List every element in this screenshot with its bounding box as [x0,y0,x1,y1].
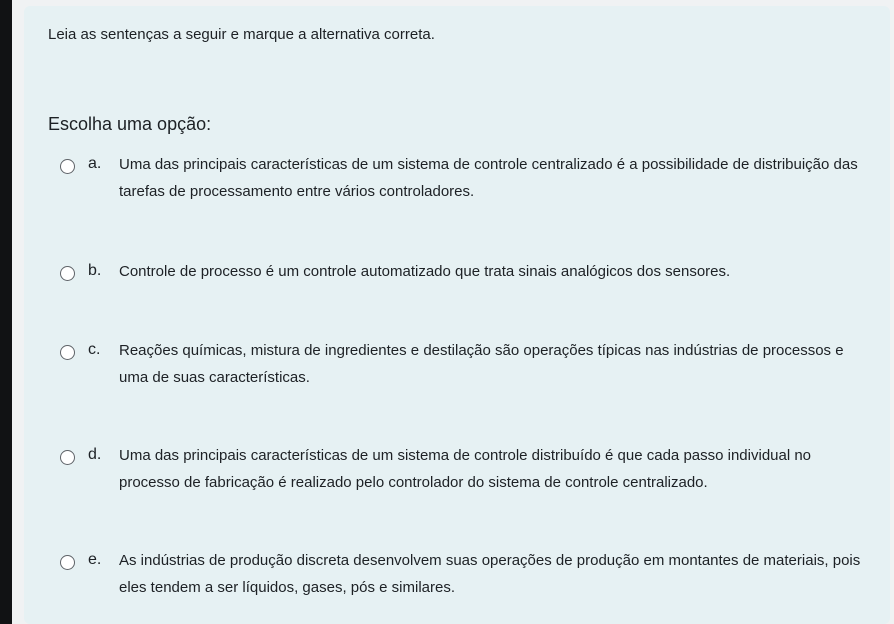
option-letter-c: c. [88,341,101,358]
option-letter-e: e. [88,551,102,568]
radio-button-b[interactable] [60,266,75,281]
option-text-c: Reações químicas, mistura de ingredientes e destilação são operações típicas nas indústrias de processos e uma de suas características. [119,342,844,386]
option-letter-a: a. [88,155,102,172]
choose-option-label: Escolha uma opção: [48,114,212,134]
question-prompt: Leia as sentenças a seguir e marque a alternativa correta. [48,26,435,43]
option-text-b: Controle de processo é um controle automatizado que trata sinais analógicos dos sensores. [119,263,731,280]
option-text-d: Uma das principais características de um sistema de controle distribuído é que cada passo individual no processo de fabricação é realizado pelo controlador do sistema de controle centralizado. [119,447,812,491]
radio-button-a[interactable] [60,159,75,174]
option-text-a: Uma das principais características de um sistema de controle centralizado é a possibilidade de distribuição das tarefas de processamento entre vários controladores. [119,156,858,200]
radio-button-d[interactable] [60,450,75,465]
radio-button-c[interactable] [60,345,75,360]
left-dark-strip [0,0,12,624]
option-letter-d: d. [88,446,102,463]
option-text-e: As indústrias de produção discreta desenvolvem suas operações de produção em montantes de materiais, pois eles tendem a ser líquidos, gases, pós e similares. [119,552,861,596]
option-letter-b: b. [88,262,102,279]
question-card [24,6,890,624]
radio-button-e[interactable] [60,555,75,570]
